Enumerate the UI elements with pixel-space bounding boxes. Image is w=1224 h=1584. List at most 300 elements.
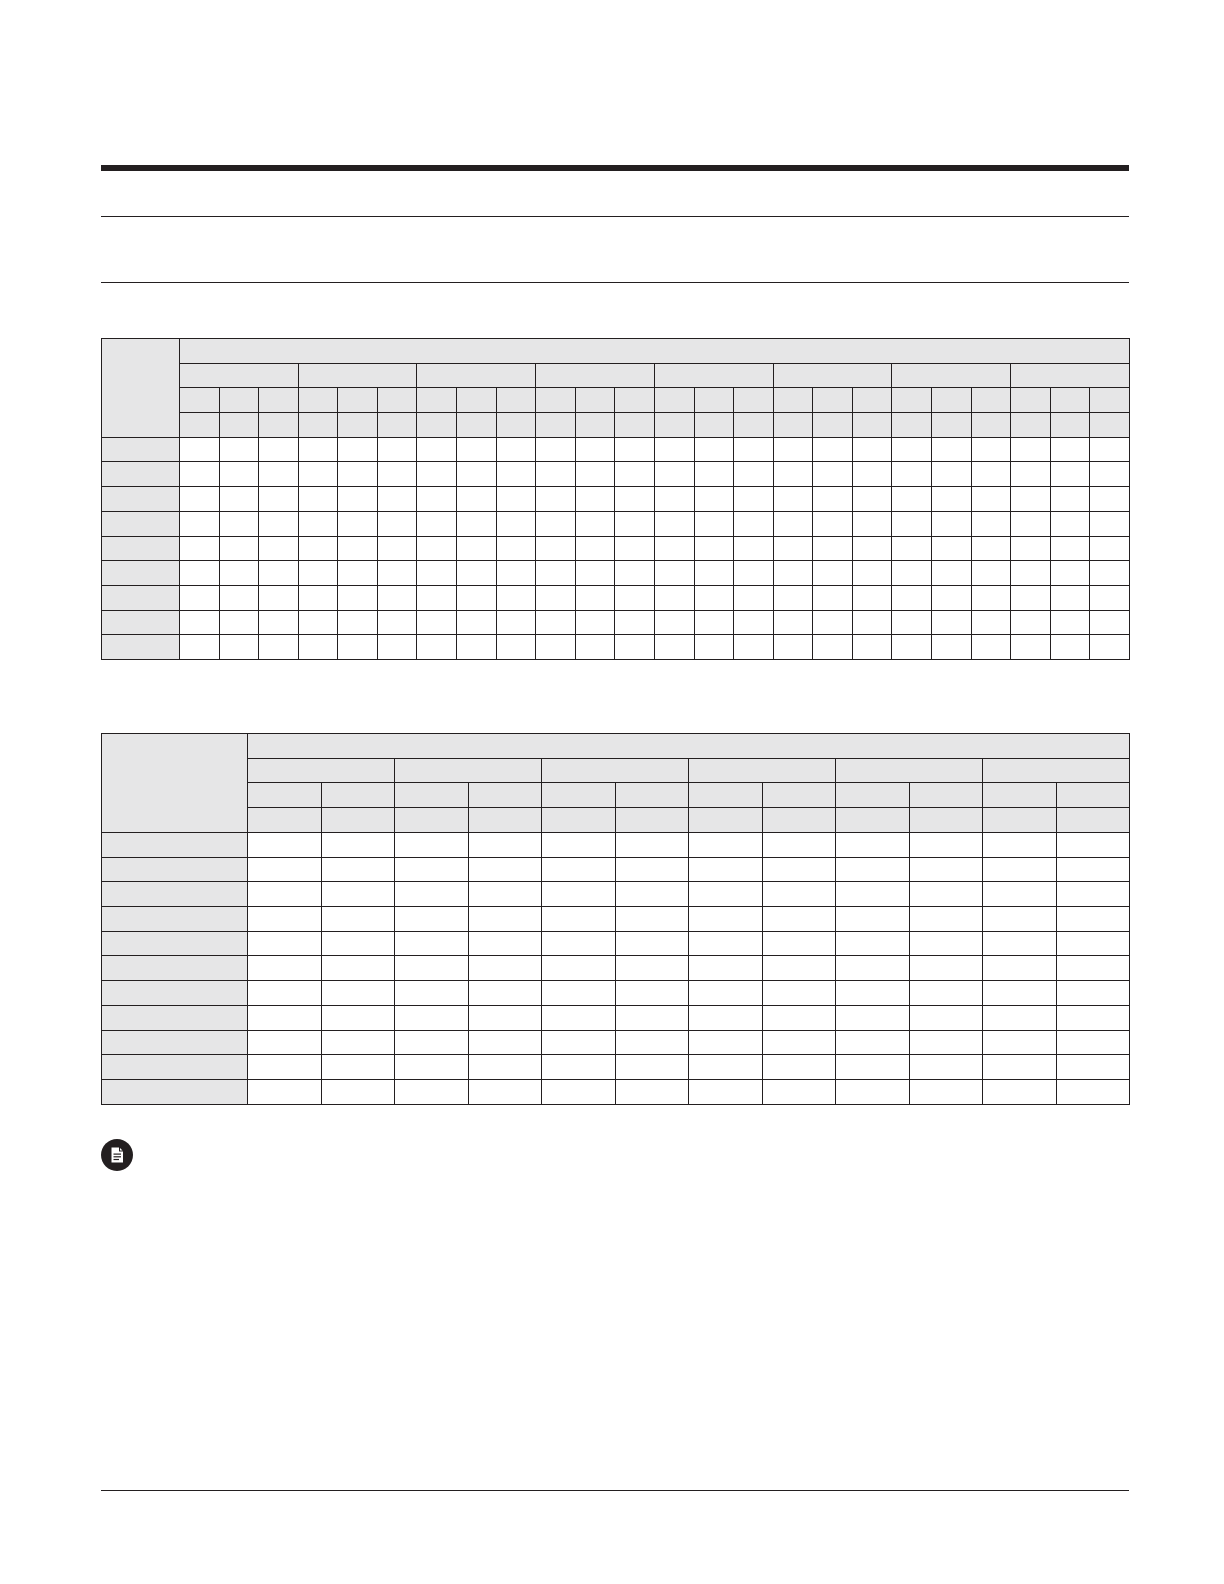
group-header-cell xyxy=(1011,363,1130,388)
table-cell xyxy=(377,511,417,536)
table-cell xyxy=(852,536,892,561)
group-header-cell xyxy=(983,758,1130,783)
table-cell xyxy=(248,857,322,882)
table-cell xyxy=(248,931,322,956)
top-header-cell xyxy=(180,339,1130,364)
spec-table-2 xyxy=(101,733,1130,1105)
table-cell xyxy=(219,635,259,660)
sub-header-cell xyxy=(615,783,689,808)
table-cell xyxy=(615,981,689,1006)
table-cell xyxy=(338,487,378,512)
table-cell xyxy=(496,585,536,610)
table-cell xyxy=(892,585,932,610)
sub-header-cell xyxy=(654,413,694,438)
table-cell xyxy=(298,536,338,561)
row-label-cell xyxy=(102,536,180,561)
table-row xyxy=(102,635,1130,660)
table-row xyxy=(102,561,1130,586)
table-cell xyxy=(813,635,853,660)
sub-header-cell xyxy=(734,413,774,438)
table-cell xyxy=(468,907,542,932)
table-cell xyxy=(338,610,378,635)
table-cell xyxy=(836,1080,910,1105)
table-cell xyxy=(219,585,259,610)
table-cell xyxy=(542,857,616,882)
table-cell xyxy=(909,931,983,956)
sub-header-cell xyxy=(773,413,813,438)
header-row xyxy=(102,808,1130,833)
sub-header-cell xyxy=(468,808,542,833)
table-cell xyxy=(1056,956,1130,981)
table-cell xyxy=(1011,635,1051,660)
table-cell xyxy=(321,1030,395,1055)
table-cell xyxy=(909,882,983,907)
header-row xyxy=(102,758,1130,783)
table-cell xyxy=(1011,511,1051,536)
table-cell xyxy=(813,610,853,635)
table-cell xyxy=(762,931,836,956)
note-icon xyxy=(101,1139,133,1171)
sub-header-cell xyxy=(852,388,892,413)
table-row xyxy=(102,610,1130,635)
table-cell xyxy=(615,931,689,956)
sub-header-cell xyxy=(575,388,615,413)
row-label-cell xyxy=(102,907,248,932)
row-label-cell xyxy=(102,1080,248,1105)
table-cell xyxy=(892,437,932,462)
table-cell xyxy=(762,857,836,882)
table-cell xyxy=(971,536,1011,561)
table-cell xyxy=(377,610,417,635)
table-cell xyxy=(654,487,694,512)
table-cell xyxy=(773,561,813,586)
table-cell xyxy=(536,462,576,487)
table-cell xyxy=(1090,561,1130,586)
table-cell xyxy=(694,635,734,660)
sub-header-cell xyxy=(259,388,299,413)
table-cell xyxy=(654,610,694,635)
table-cell xyxy=(321,832,395,857)
table-cell xyxy=(377,437,417,462)
table-cell xyxy=(615,882,689,907)
table-cell xyxy=(321,1005,395,1030)
table-cell xyxy=(615,561,655,586)
table-cell xyxy=(248,1030,322,1055)
table-cell xyxy=(734,536,774,561)
table-row xyxy=(102,487,1130,512)
sub-header-cell xyxy=(1090,413,1130,438)
table-cell xyxy=(259,561,299,586)
table-cell xyxy=(852,437,892,462)
table-row xyxy=(102,1030,1130,1055)
table-cell xyxy=(1050,487,1090,512)
sub-header-cell xyxy=(321,808,395,833)
row-label-cell xyxy=(102,1030,248,1055)
sub-header-cell xyxy=(248,783,322,808)
table-cell xyxy=(377,635,417,660)
sub-header-cell xyxy=(1056,783,1130,808)
table-cell xyxy=(1056,981,1130,1006)
table-row xyxy=(102,956,1130,981)
table-cell xyxy=(417,487,457,512)
table-cell xyxy=(1050,635,1090,660)
table-cell xyxy=(542,832,616,857)
table-cell xyxy=(248,981,322,1006)
group-header-cell xyxy=(773,363,892,388)
table-cell xyxy=(417,536,457,561)
table-cell xyxy=(259,635,299,660)
table-cell xyxy=(417,561,457,586)
table-cell xyxy=(468,1080,542,1105)
section-rule-top xyxy=(101,216,1129,217)
table-cell xyxy=(983,1005,1057,1030)
table-cell xyxy=(1056,832,1130,857)
table-cell xyxy=(542,1080,616,1105)
table-cell xyxy=(773,635,813,660)
table-cell xyxy=(248,1055,322,1080)
table-cell xyxy=(813,487,853,512)
table-cell xyxy=(248,832,322,857)
table-cell xyxy=(971,462,1011,487)
table-cell xyxy=(734,635,774,660)
table-cell xyxy=(971,437,1011,462)
table-cell xyxy=(983,1080,1057,1105)
table-cell xyxy=(615,1030,689,1055)
table-cell xyxy=(892,635,932,660)
sub-header-cell xyxy=(615,808,689,833)
table-cell xyxy=(1050,561,1090,586)
sub-header-cell xyxy=(762,783,836,808)
sub-header-cell xyxy=(615,413,655,438)
sub-header-cell xyxy=(654,388,694,413)
table-cell xyxy=(689,1005,763,1030)
table-cell xyxy=(457,487,497,512)
sub-header-cell xyxy=(219,388,259,413)
table-cell xyxy=(298,437,338,462)
table-cell xyxy=(468,1055,542,1080)
sub-header-cell xyxy=(971,413,1011,438)
table-cell xyxy=(1056,1005,1130,1030)
table-cell xyxy=(395,857,469,882)
table-cell xyxy=(496,462,536,487)
table-cell xyxy=(836,857,910,882)
table-cell xyxy=(694,585,734,610)
table-cell xyxy=(298,561,338,586)
table-cell xyxy=(694,487,734,512)
header-row xyxy=(102,363,1130,388)
section-rule-bottom xyxy=(101,282,1129,283)
table-cell xyxy=(892,487,932,512)
sub-header-cell xyxy=(417,388,457,413)
table-cell xyxy=(615,1055,689,1080)
table-cell xyxy=(536,561,576,586)
table-cell xyxy=(931,536,971,561)
table-cell xyxy=(762,1055,836,1080)
table-cell xyxy=(892,610,932,635)
sub-header-cell xyxy=(1011,413,1051,438)
table-cell xyxy=(615,511,655,536)
table-cell xyxy=(417,462,457,487)
table-cell xyxy=(395,1030,469,1055)
row-label-cell xyxy=(102,585,180,610)
table-cell xyxy=(852,635,892,660)
sub-header-cell xyxy=(909,783,983,808)
table-cell xyxy=(971,585,1011,610)
table-cell xyxy=(654,635,694,660)
table-cell xyxy=(1090,536,1130,561)
table-cell xyxy=(219,610,259,635)
table-cell xyxy=(1011,561,1051,586)
table-cell xyxy=(180,437,220,462)
table-cell xyxy=(219,462,259,487)
table-row xyxy=(102,981,1130,1006)
header-rule-thick xyxy=(101,165,1129,171)
sub-header-cell xyxy=(615,388,655,413)
sub-header-cell xyxy=(457,388,497,413)
table-row xyxy=(102,931,1130,956)
top-header-cell xyxy=(248,734,1130,759)
table-cell xyxy=(836,1030,910,1055)
table-cell xyxy=(983,931,1057,956)
table-cell xyxy=(813,462,853,487)
table-cell xyxy=(468,956,542,981)
table-cell xyxy=(321,1055,395,1080)
table-cell xyxy=(542,931,616,956)
table-cell xyxy=(180,487,220,512)
table-cell xyxy=(1011,610,1051,635)
table-cell xyxy=(931,635,971,660)
table-cell xyxy=(654,511,694,536)
table-cell xyxy=(836,931,910,956)
table-cell xyxy=(180,511,220,536)
table-cell xyxy=(575,536,615,561)
table-cell xyxy=(734,462,774,487)
table-cell xyxy=(1090,437,1130,462)
table-cell xyxy=(983,1055,1057,1080)
table-cell xyxy=(417,437,457,462)
table-cell xyxy=(542,981,616,1006)
sub-header-cell xyxy=(1056,808,1130,833)
table-cell xyxy=(219,536,259,561)
sub-header-cell xyxy=(1050,413,1090,438)
table-cell xyxy=(971,487,1011,512)
table-cell xyxy=(321,981,395,1006)
table-cell xyxy=(468,981,542,1006)
row-label-cell xyxy=(102,857,248,882)
table-cell xyxy=(457,462,497,487)
table-cell xyxy=(1050,437,1090,462)
table-cell xyxy=(773,511,813,536)
row-label-cell xyxy=(102,882,248,907)
row-label-cell xyxy=(102,981,248,1006)
table-cell xyxy=(219,511,259,536)
table-cell xyxy=(762,956,836,981)
sub-header-cell xyxy=(773,388,813,413)
table-cell xyxy=(1050,536,1090,561)
table-cell xyxy=(836,981,910,1006)
table-cell xyxy=(813,561,853,586)
table-cell xyxy=(1090,511,1130,536)
table-cell xyxy=(734,437,774,462)
row-label-cell xyxy=(102,1005,248,1030)
table-cell xyxy=(395,1055,469,1080)
table-cell xyxy=(836,1005,910,1030)
table-cell xyxy=(852,585,892,610)
sub-header-cell xyxy=(909,808,983,833)
table-cell xyxy=(338,462,378,487)
sub-header-cell xyxy=(931,413,971,438)
table-cell xyxy=(892,511,932,536)
table-cell xyxy=(496,561,536,586)
table-cell xyxy=(762,832,836,857)
table-cell xyxy=(836,907,910,932)
table-cell xyxy=(536,610,576,635)
spec-table-1 xyxy=(101,338,1130,660)
table-cell xyxy=(813,585,853,610)
table-cell xyxy=(259,511,299,536)
sub-header-cell xyxy=(496,413,536,438)
group-header-cell xyxy=(836,758,983,783)
table-cell xyxy=(298,511,338,536)
table-cell xyxy=(1050,610,1090,635)
table-cell xyxy=(734,561,774,586)
table-cell xyxy=(892,536,932,561)
sub-header-cell xyxy=(321,783,395,808)
sub-header-cell xyxy=(536,413,576,438)
group-header-cell xyxy=(892,363,1011,388)
table-cell xyxy=(180,585,220,610)
table-cell xyxy=(852,610,892,635)
table-row xyxy=(102,882,1130,907)
table-cell xyxy=(575,635,615,660)
table-cell xyxy=(762,907,836,932)
table-cell xyxy=(395,956,469,981)
table-cell xyxy=(615,1005,689,1030)
table-cell xyxy=(468,857,542,882)
table-cell xyxy=(762,981,836,1006)
table-row xyxy=(102,907,1130,932)
row-label-cell xyxy=(102,610,180,635)
table-cell xyxy=(734,585,774,610)
table-row xyxy=(102,1080,1130,1105)
table-cell xyxy=(1090,462,1130,487)
table-cell xyxy=(496,536,536,561)
table-cell xyxy=(395,931,469,956)
table-cell xyxy=(762,882,836,907)
sub-header-cell xyxy=(457,413,497,438)
table-cell xyxy=(1011,585,1051,610)
group-header-cell xyxy=(689,758,836,783)
row-label-cell xyxy=(102,1055,248,1080)
table-cell xyxy=(654,585,694,610)
table-cell xyxy=(395,1080,469,1105)
table-cell xyxy=(852,561,892,586)
sub-header-cell xyxy=(338,388,378,413)
table-cell xyxy=(836,1055,910,1080)
sub-header-cell xyxy=(248,808,322,833)
table-cell xyxy=(377,561,417,586)
table-cell xyxy=(219,487,259,512)
table-cell xyxy=(689,1080,763,1105)
table-cell xyxy=(615,610,655,635)
table-cell xyxy=(180,610,220,635)
sub-header-cell xyxy=(931,388,971,413)
sub-header-cell xyxy=(892,388,932,413)
table-cell xyxy=(615,907,689,932)
table-cell xyxy=(615,585,655,610)
sub-header-cell xyxy=(575,413,615,438)
group-header-cell xyxy=(180,363,299,388)
header-row xyxy=(102,783,1130,808)
table-cell xyxy=(321,882,395,907)
table-cell xyxy=(852,487,892,512)
table-cell xyxy=(983,1030,1057,1055)
table-row xyxy=(102,585,1130,610)
table-cell xyxy=(983,857,1057,882)
table-cell xyxy=(909,1080,983,1105)
table-cell xyxy=(248,907,322,932)
table-cell xyxy=(615,536,655,561)
table-cell xyxy=(654,561,694,586)
table-cell xyxy=(1011,437,1051,462)
table-cell xyxy=(909,956,983,981)
table-cell xyxy=(694,610,734,635)
table-cell xyxy=(689,857,763,882)
table-cell xyxy=(983,832,1057,857)
table-cell xyxy=(1090,487,1130,512)
table-cell xyxy=(971,610,1011,635)
table-cell xyxy=(536,437,576,462)
table-cell xyxy=(852,511,892,536)
table-cell xyxy=(689,956,763,981)
sub-header-cell xyxy=(417,413,457,438)
table-cell xyxy=(694,437,734,462)
table-cell xyxy=(298,585,338,610)
table-cell xyxy=(836,832,910,857)
table-cell xyxy=(734,487,774,512)
table-cell xyxy=(909,857,983,882)
table-cell xyxy=(694,462,734,487)
row-label-cell xyxy=(102,956,248,981)
table-cell xyxy=(219,561,259,586)
table-cell xyxy=(377,536,417,561)
table-cell xyxy=(395,907,469,932)
sub-header-cell xyxy=(377,413,417,438)
table-cell xyxy=(417,635,457,660)
table-cell xyxy=(852,462,892,487)
table-cell xyxy=(457,635,497,660)
table-cell xyxy=(689,1030,763,1055)
table-cell xyxy=(496,487,536,512)
table-cell xyxy=(1050,511,1090,536)
table-cell xyxy=(971,561,1011,586)
sub-header-cell xyxy=(1050,388,1090,413)
table-cell xyxy=(615,487,655,512)
table-cell xyxy=(377,462,417,487)
table-cell xyxy=(468,1005,542,1030)
row-label-cell xyxy=(102,561,180,586)
table-cell xyxy=(931,437,971,462)
table-cell xyxy=(321,956,395,981)
table-cell xyxy=(1050,462,1090,487)
table-row xyxy=(102,437,1130,462)
table-cell xyxy=(417,610,457,635)
table-cell xyxy=(298,462,338,487)
row-label-cell xyxy=(102,931,248,956)
table-row xyxy=(102,511,1130,536)
table-cell xyxy=(909,981,983,1006)
table-cell xyxy=(813,536,853,561)
